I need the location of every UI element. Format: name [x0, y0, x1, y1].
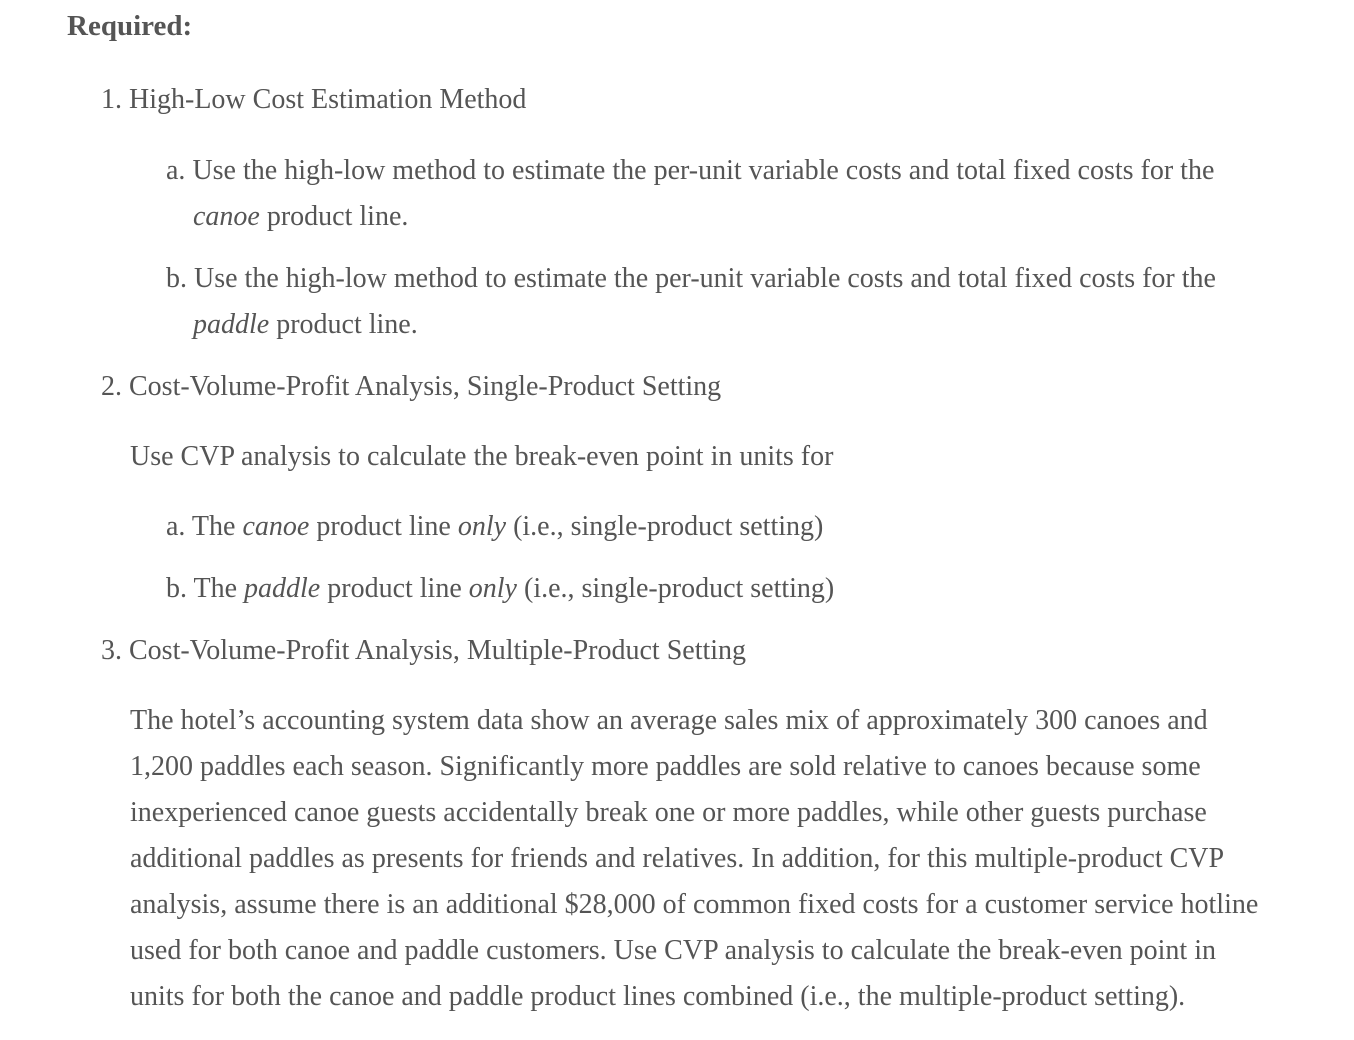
item-letter: a.: [166, 155, 186, 186]
item-text: product line.: [259, 201, 409, 232]
product-name-emphasis: paddle: [193, 309, 270, 340]
item-letter: b.: [166, 573, 187, 604]
item-text: product line: [320, 573, 469, 604]
section-2-intro: Use CVP analysis to calculate the break-even point in units for: [130, 441, 834, 472]
item-text: (i.e., single-product setting): [506, 511, 824, 542]
section-1-title-text: High-Low Cost Estimation Method: [129, 84, 527, 115]
only-emphasis: only: [457, 511, 507, 542]
section-2-item-a: [166, 513, 823, 541]
section-2-title: [101, 373, 721, 401]
section-1-item-b-line1: [166, 265, 1216, 293]
paragraph-line: inexperienced canoe guests accidentally break one or more paddles, while other guests purchase: [130, 797, 1207, 828]
paragraph-line: 1,200 paddles each season. Significantly more paddles are sold relative to canoes because some: [130, 751, 1201, 782]
product-name-emphasis: canoe: [242, 511, 310, 542]
item-letter: a.: [166, 511, 186, 542]
section-1-title: [101, 86, 526, 114]
item-text: Use the high-low method to estimate the per-unit variable costs and total fixed costs for the: [192, 155, 1215, 186]
product-name-emphasis: canoe: [193, 201, 260, 232]
item-text: product line: [309, 511, 458, 542]
item-text: The: [185, 511, 243, 542]
item-text: Use the high-low method to estimate the per-unit variable costs and total fixed costs for the: [194, 263, 1216, 294]
item-letter: b.: [166, 263, 187, 294]
paragraph-line: used for both canoe and paddle customers. Use CVP analysis to calculate the break-even point in: [130, 935, 1216, 966]
section-2-number: 2.: [101, 371, 122, 402]
item-text: product line.: [269, 309, 418, 340]
paragraph-line: The hotel’s accounting system data show an average sales mix of approximately 300 canoes and: [130, 705, 1208, 736]
section-1-item-a-line2: [193, 203, 408, 231]
section-3-title: [101, 637, 746, 665]
section-1-number: 1.: [101, 84, 122, 115]
paragraph-line: analysis, assume there is an additional $28,000 of common fixed costs for a customer service hotline: [130, 889, 1259, 920]
required-heading: Required:: [67, 10, 193, 42]
paragraph-line: additional paddles as presents for friends and relatives. In addition, for this multiple-product CVP: [130, 843, 1225, 874]
item-text: (i.e., single-product setting): [517, 573, 835, 604]
section-3-title-text: Cost-Volume-Profit Analysis, Multiple-Product Setting: [129, 635, 747, 666]
section-1-item-b-line2: [193, 311, 418, 339]
section-3-number: 3.: [101, 635, 122, 666]
only-emphasis: only: [468, 573, 517, 604]
section-2-title-text: Cost-Volume-Profit Analysis, Single-Product Setting: [129, 371, 722, 402]
item-text: The: [187, 573, 245, 604]
section-2-item-b: [166, 575, 834, 603]
section-1-item-a-line1: [166, 157, 1214, 185]
product-name-emphasis: paddle: [244, 573, 321, 604]
paragraph-line: units for both the canoe and paddle product lines combined (i.e., the multiple-product setting).: [130, 981, 1186, 1012]
